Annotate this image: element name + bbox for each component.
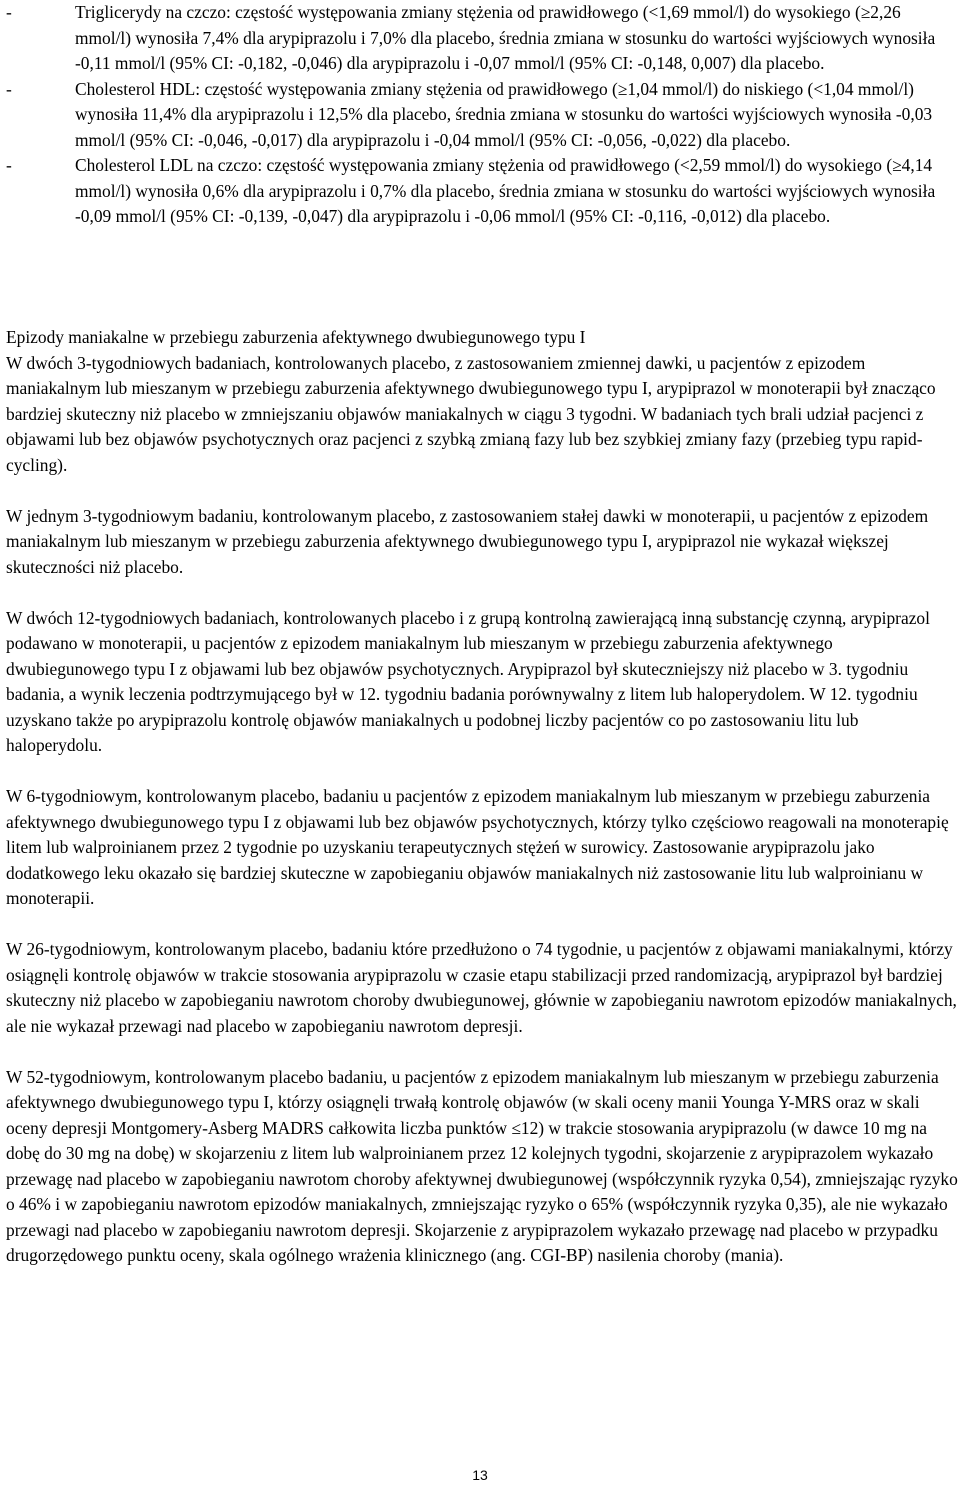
manic-episodes-section: [6, 325, 958, 1269]
bullet-text: Triglicerydy na czczo: częstość występowania zmiany stężenia od prawidłowego (<1,69 mmol/l) do wysokiego (≥2,26 mmol/l) wynosiła 7,4% dla arypiprazolu i 7,0% dla placebo, średnia zmiana w stosunku do wartości wyjściowych wynosiła -0,11 mmol/l (95% CI: -0,182, -0,046) dla arypiprazolu i -0,07 mmol/l (95% CI: -0,148, 0,007) dla placebo.: [75, 2, 936, 73]
bullet-marker: -: [6, 155, 12, 175]
bullet-marker: -: [6, 2, 12, 22]
paragraph-3-week-fixed-dose: W jednym 3-tygodniowym badaniu, kontrolowanym placebo, z zastosowaniem stałej dawki w monoterapii, u pacjentów z epizodem maniakalnym lub mieszanym w przebiegu zaburzenia afektywnego dwubiegunowego typu I, arypiprazol nie wykazał większej skuteczności niż placebo.: [6, 505, 929, 577]
bullet-triglycerides: [6, 0, 958, 77]
lipid-bullet-list: [6, 0, 958, 230]
bullet-hdl-cholesterol: [6, 77, 958, 154]
section-heading: Epizody maniakalne w przebiegu zaburzenia afektywnego dwubiegunowego typu I: [6, 327, 586, 347]
bullet-marker: -: [6, 78, 12, 99]
bullet-ldl-cholesterol: [6, 153, 958, 230]
paragraph-6-week-study: W 6-tygodniowym, kontrolowanym placebo, badaniu u pacjentów z epizodem maniakalnym lub mieszanym w przebiegu zaburzenia afektywnego dwubiegunowego typu I z objawami lub bez objawów psychotycznych, którzy tylko częściowo reagowali na monoterapię litem lub walproinianem przez 2 tygodnie po uzyskaniu terapeutycznych stężeń w surowicy. Zastosowanie arypiprazolu jako dodatkowego leku okazało się bardziej skuteczne w zapobieganiu objawów maniakalnych niż zastosowanie litu lub walproinianu w monoterapii.: [6, 786, 949, 908]
paragraph-26-week-study: W 26-tygodniowym, kontrolowanym placebo, badaniu które przedłużono o 74 tygodnie, u pacjentów z objawami maniakalnymi, którzy osiągnęli kontrolę objawów w trakcie stosowania arypiprazolu w czasie etapu stabilizacji przed randomizacją, arypiprazol był bardziej skuteczny niż placebo w zapobieganiu nawrotom choroby dwubiegunowej, głównie w zapobieganiu nawrotom epizodów maniakalnych, ale nie wykazał przewagi nad placebo w zapobieganiu nawrotom depresji.: [6, 939, 957, 1036]
paragraph-12-week-studies: W dwóch 12-tygodniowych badaniach, kontrolowanych placebo i z grupą kontrolną zawierającą inną substancję czynną, arypiprazol podawano w monoterapii, u pacjentów z epizodem maniakalnym lub mieszanym w przebiegu zaburzenia afektywnego dwubiegunowego typu I z objawami lub bez objawów psychotycznych. Arypiprazol był skuteczniejszy niż placebo w 3. tygodniu badania, a wynik leczenia podtrzymującego był w 12. tygodniu badania porównywalny z litem lub haloperydolem. W 12. tygodniu uzyskano także po arypiprazolu kontrolę objawów maniakalnych u podobnej liczby pacjentów co po zastosowaniu litu lub haloperydolu.: [6, 607, 930, 755]
paragraph-3-week-variable-dose: W dwóch 3-tygodniowych badaniach, kontrolowanych placebo, z zastosowaniem zmiennej dawki, u pacjentów z epizodem maniakalnym lub mieszanym w przebiegu zaburzenia afektywnego dwubiegunowego typu I, arypiprazol w monoterapii był znacząco bardziej skuteczny niż placebo w zmniejszaniu objawów maniakalnych w ciągu 3 tygodni. W badaniach tych brali udział pacjenci z objawami lub bez objawów psychotycznych oraz pacjenci z szybką zmianą fazy lub bez szybkiej zmiany fazy (przebieg typu rapid-cycling).: [6, 352, 936, 475]
bullet-text: Cholesterol HDL: częstość występowania zmiany stężenia od prawidłowego (≥1,04 mmol/l) do niskiego (<1,04 mmol/l) wynosiła 11,4% dla arypiprazolu i 12,5% dla placebo, średnia zmiana w stosunku do wartości wyjściowych wynosiła -0,03 mmol/l (95% CI: -0,046, -0,017) dla arypiprazolu i -0,04 mmol/l (95% CI: -0,056, -0,022) dla placebo.: [75, 78, 933, 150]
page-number: 13: [472, 1467, 488, 1483]
paragraph-52-week-study: W 52-tygodniowym, kontrolowanym placebo badaniu, u pacjentów z epizodem maniakalnym lub mieszanym w przebiegu zaburzenia afektywnego dwubiegunowego typu I, którzy osiągnęli trwałą kontrolę objawów (w skali oceny manii Younga Y-MRS oraz w skali oceny depresji Montgomery-Asberg MADRS całkowita liczba punktów ≤12) w trakcie stosowania arypiprazolu (w dawce 10 mg na dobę do 30 mg na dobę) w skojarzeniu z litem lub walproinianem przez 12 kolejnych tygodni, skojarzenie z arypiprazolem wykazało przewagę nad placebo w zapobieganiu nawrotom choroby afektywnej dwubiegunowej (współczynnik ryzyka 0,54), zmniejszając ryzyko o 46% i w zapobieganiu nawrotom epizodów maniakalnych, zmniejszając ryzyko o 65% (współczynnik ryzyka 0,35), ale nie wykazało przewagi nad placebo w zapobieganiu nawrotom depresji. Skojarzenie z arypiprazolem wykazało przewagę nad placebo w przypadku drugorzędowego punktu oceny, skala ogólnego wrażenia klinicznego (ang. CGI-BP) nasilenia choroby (mania).: [6, 1066, 958, 1265]
bullet-text: Cholesterol LDL na czczo: częstość występowania zmiany stężenia od prawidłowego (<2,59 mmol/l) do wysokiego (≥4,14 mmol/l) wynosiła 0,6% dla arypiprazolu i 0,7% dla placebo, średnia zmiana w stosunku do wartości wyjściowych wynosiła -0,09 mmol/l (95% CI: -0,139, -0,047) dla arypiprazolu i -0,06 mmol/l (95% CI: -0,116, -0,012) dla placebo.: [75, 155, 936, 226]
